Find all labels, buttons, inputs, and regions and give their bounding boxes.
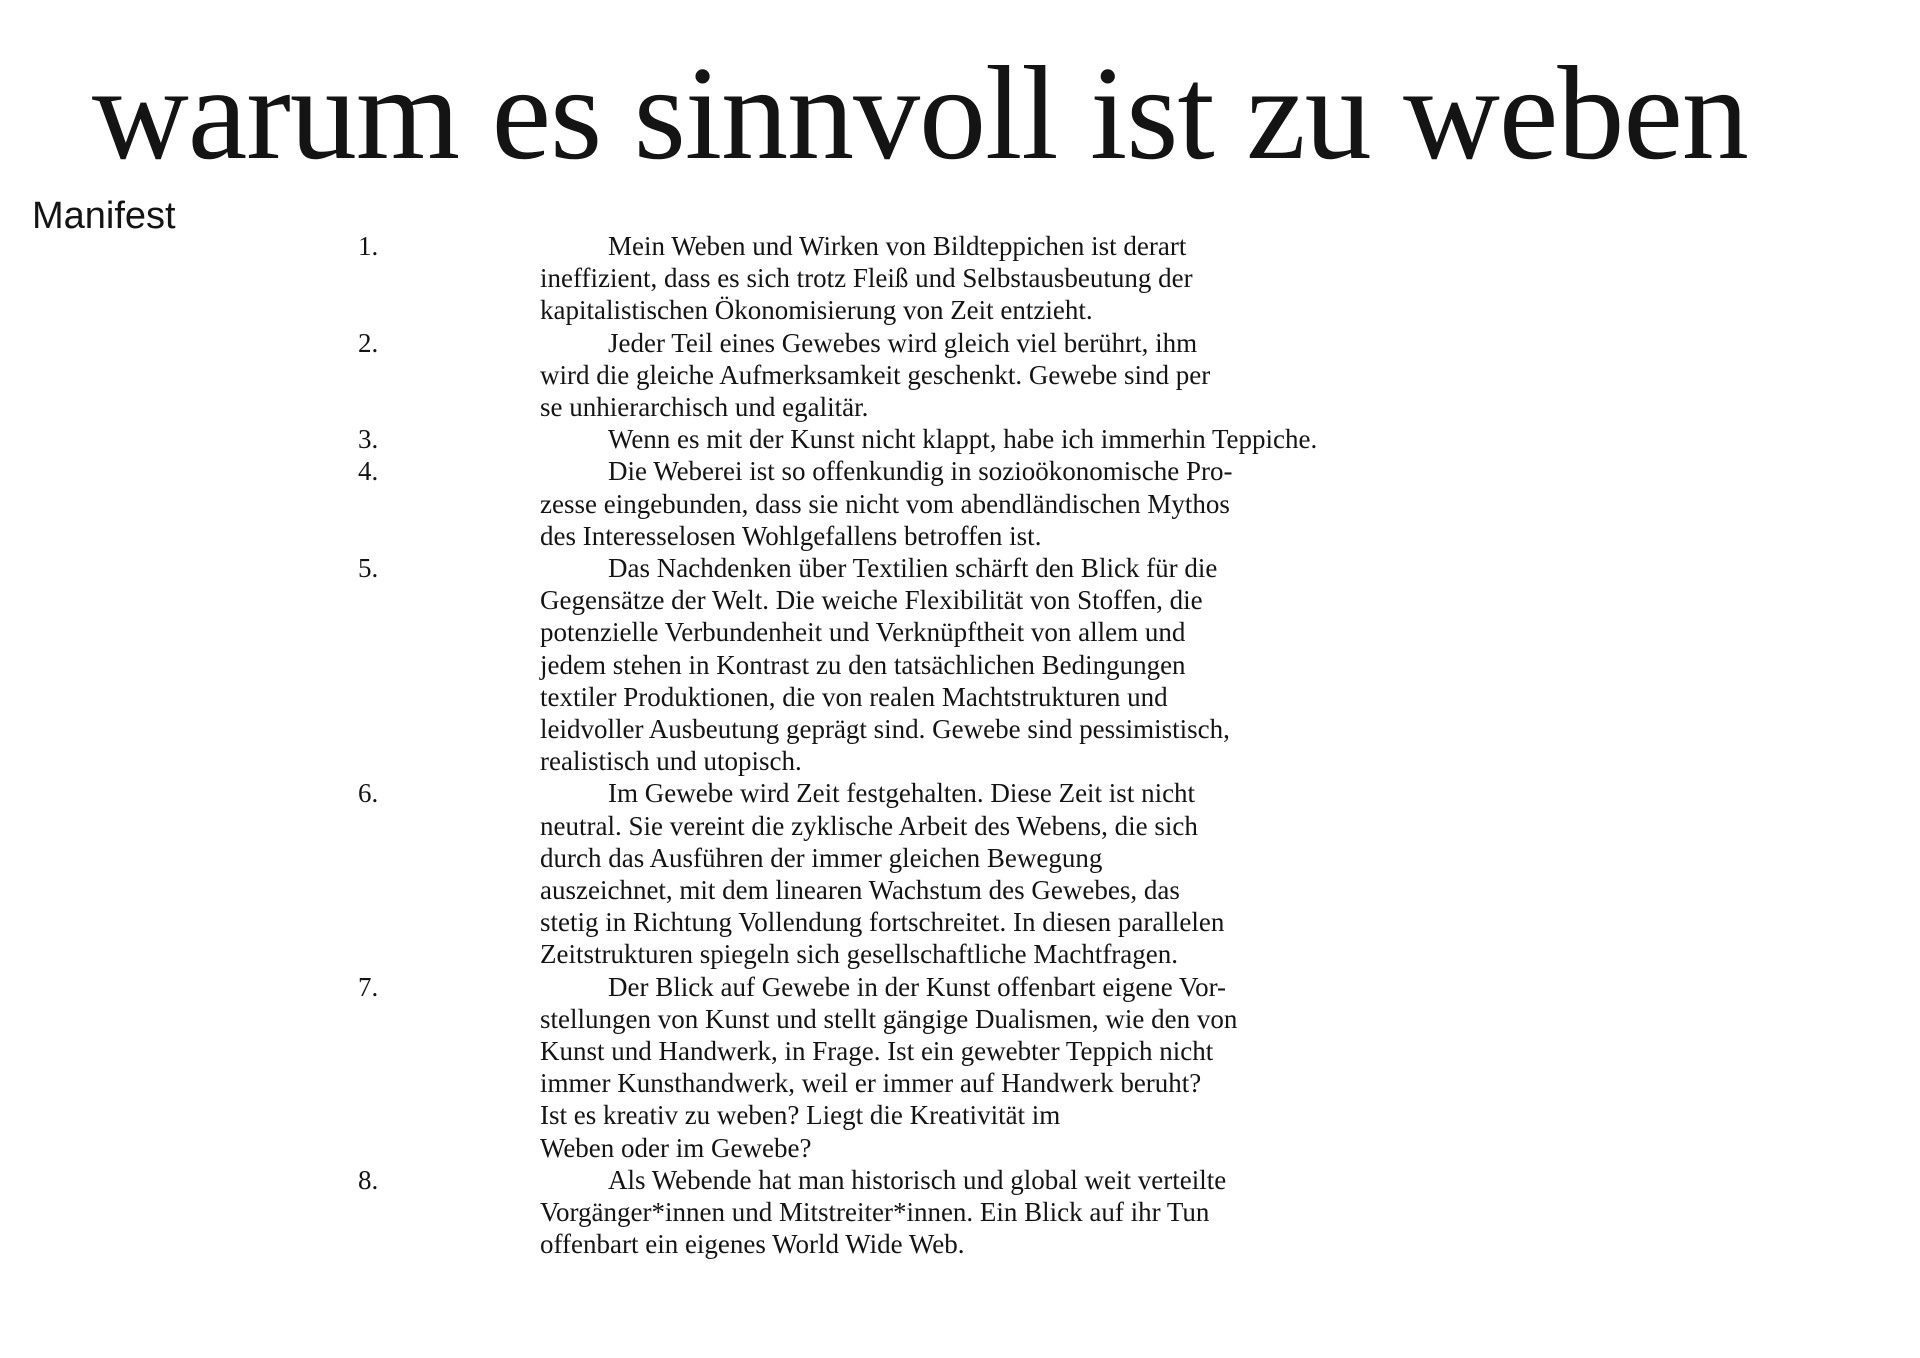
item-text-line: se unhierarchisch und egalitär. [540, 392, 869, 423]
manifest-item [358, 423, 1558, 455]
item-text-line: Ist es kreativ zu weben? Liegt die Kreativität im [540, 1100, 1061, 1131]
item-text-line: zesse eingebunden, dass sie nicht vom abendländischen Mythos [540, 488, 1230, 519]
manifest-item [358, 777, 1558, 970]
item-text [540, 1164, 1558, 1261]
item-text-line: Kunst und Handwerk, in Frage. Ist ein gewebter Teppich nicht [540, 1036, 1214, 1067]
item-text-line: wird die gleiche Aufmerksamkeit geschenkt. Gewebe sind per [540, 359, 1211, 390]
item-text-line: textiler Produktionen, die von realen Machtstrukturen und [540, 681, 1168, 712]
item-text-line: Die Weberei ist so offenkundig in sozioökonomische Pro- [608, 456, 1233, 487]
item-text [540, 552, 1558, 777]
manifest-item [358, 455, 1558, 552]
item-text [540, 455, 1558, 552]
item-text-line: Wenn es mit der Kunst nicht klappt, habe ich immerhin Teppiche. [608, 424, 1318, 455]
item-text-line: ineffizient, dass es sich trotz Fleiß und Selbstausbeutung der [540, 263, 1193, 294]
item-number: 2. [358, 327, 379, 358]
item-text-line: auszeichnet, mit dem linearen Wachstum des Gewebes, das [540, 875, 1180, 906]
item-text-line: Weben oder im Gewebe? [540, 1132, 812, 1163]
item-text [540, 230, 1558, 327]
item-text-line: Als Webende hat man historisch und global weit verteilte [608, 1164, 1227, 1195]
item-text-line: potenzielle Verbundenheit und Verknüpftheit von allem und [540, 617, 1186, 648]
item-text-line: Gegensätze der Welt. Die weiche Flexibilität von Stoffen, die [540, 585, 1203, 616]
item-text-line: des Interesselosen Wohlgefallens betroffen ist. [540, 520, 1042, 551]
item-text [540, 777, 1558, 970]
item-number: 1. [358, 231, 379, 261]
item-text-line: Mein Weben und Wirken von Bildteppichen ist derart [608, 231, 1187, 261]
item-text-line: Das Nachdenken über Textilien schärft den Blick für die [608, 553, 1218, 584]
manifest-item [358, 971, 1558, 1164]
item-number: 6. [358, 778, 379, 809]
manifest-item [358, 327, 1558, 424]
item-text-line: jedem stehen in Kontrast zu den tatsächlichen Bedingungen [540, 649, 1186, 680]
item-text [540, 327, 1558, 424]
manifest-item [358, 230, 1558, 327]
item-text-line: immer Kunsthandwerk, weil er immer auf Handwerk beruht? [540, 1068, 1202, 1099]
item-text-line: durch das Ausführen der immer gleichen Bewegung [540, 842, 1103, 873]
section-label: Manifest [32, 195, 176, 237]
item-number: 4. [358, 456, 379, 487]
item-number: 3. [358, 424, 379, 455]
item-number: 5. [358, 553, 379, 584]
item-text [540, 971, 1558, 1164]
item-text-line: Jeder Teil eines Gewebes wird gleich viel berührt, ihm [608, 327, 1198, 358]
item-number: 7. [358, 971, 379, 1002]
item-text [540, 423, 1558, 455]
item-text-line: stellungen von Kunst und stellt gängige Dualismen, wie den von [540, 1003, 1238, 1034]
item-text-line: Zeitstrukturen spiegeln sich gesellschaftliche Machtfragen. [540, 939, 1179, 970]
manifest-list [358, 230, 1558, 1261]
item-text-line: kapitalistischen Ökonomisierung von Zeit entzieht. [540, 295, 1093, 326]
item-text-line: Vorgänger*innen und Mitstreiter*innen. Ein Blick auf ihr Tun [540, 1197, 1210, 1228]
item-text-line: Der Blick auf Gewebe in der Kunst offenbart eigene Vor- [608, 971, 1227, 1002]
item-number: 8. [358, 1164, 379, 1195]
manifest-item [358, 552, 1558, 777]
item-text-line: leidvoller Ausbeutung geprägt sind. Gewebe sind pessimistisch, [540, 714, 1230, 745]
item-text-line: Im Gewebe wird Zeit festgehalten. Diese Zeit ist nicht [608, 778, 1196, 809]
item-text-line: stetig in Richtung Vollendung fortschreitet. In diesen parallelen [540, 907, 1225, 938]
item-text-line: neutral. Sie vereint die zyklische Arbeit des Webens, die sich [540, 810, 1198, 841]
manifest-item [358, 1164, 1558, 1261]
item-text-line: offenbart ein eigenes World Wide Web. [540, 1229, 965, 1260]
item-text-line: realistisch und utopisch. [540, 746, 802, 777]
page-title: warum es sinnvoll ist zu weben [92, 39, 1748, 187]
